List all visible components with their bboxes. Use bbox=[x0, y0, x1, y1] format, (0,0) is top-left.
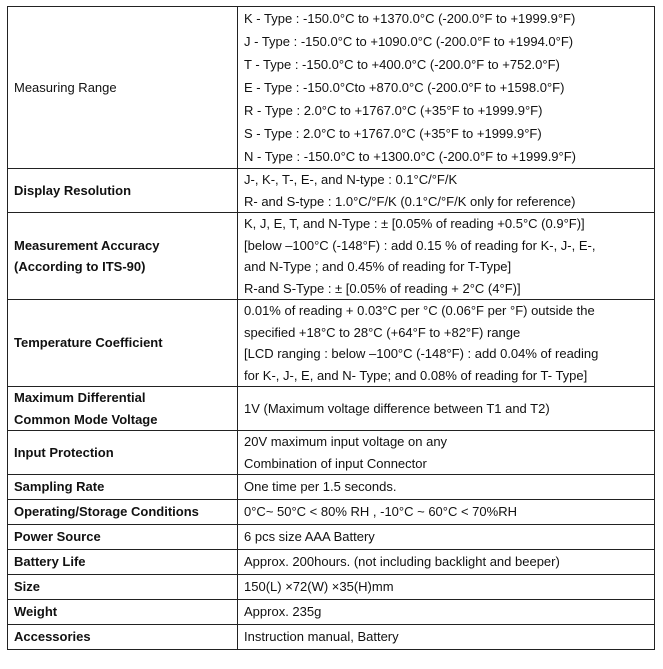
spec-row-operating-conditions bbox=[8, 500, 655, 525]
spec-row-accessories bbox=[8, 625, 655, 650]
spec-label bbox=[8, 387, 238, 431]
range-k-type: K - Type : -150.0°C to +1370.0°C (-200.0°F to +1999.9°F) bbox=[244, 11, 576, 26]
spec-row-display-resolution bbox=[8, 169, 655, 213]
spec-row-measuring-range bbox=[8, 7, 655, 169]
spec-value: 6 pcs size AAA Battery bbox=[238, 525, 655, 550]
spec-label: Size bbox=[8, 575, 238, 600]
spec-row-measurement-accuracy bbox=[8, 213, 655, 300]
range-e-type: E - Type : -150.0°Cto +870.0°C (-200.0°F to +1598.0°F) bbox=[244, 80, 565, 95]
spec-value-line: [LCD ranging : below –100°C (-148°F) : add 0.04% of reading bbox=[244, 346, 599, 361]
spec-value-line: [below –100°C (-148°F) : add 0.15 % of reading for K-, J-, E-, bbox=[244, 237, 596, 253]
spec-value-line: 20V maximum input voltage on any bbox=[244, 434, 448, 449]
spec-value: Instruction manual, Battery bbox=[238, 625, 655, 650]
spec-value: One time per 1.5 seconds. bbox=[238, 475, 655, 500]
spec-value: 0°C~ 50°C < 80% RH , -10°C ~ 60°C < 70%RH bbox=[238, 500, 655, 525]
specification-table bbox=[7, 6, 655, 650]
spec-label-line: Common Mode Voltage bbox=[14, 411, 158, 427]
spec-label: Measuring Range bbox=[8, 7, 238, 169]
spec-value-line: J-, K-, T-, E-, and N-type : 0.1°C/°F/K bbox=[244, 172, 458, 187]
spec-label: Operating/Storage Conditions bbox=[8, 500, 238, 525]
spec-row-sampling-rate bbox=[8, 475, 655, 500]
spec-row-weight bbox=[8, 600, 655, 625]
spec-label: Display Resolution bbox=[8, 169, 238, 213]
spec-label: Temperature Coefficient bbox=[8, 300, 238, 387]
spec-value-line: 1V (Maximum voltage difference between T1 and T2) bbox=[244, 400, 550, 416]
spec-row-max-differential-voltage bbox=[8, 387, 655, 431]
spec-value: Approx. 200hours. (not including backlight and beeper) bbox=[238, 550, 655, 575]
spec-value bbox=[238, 431, 655, 475]
range-t-type: T - Type : -150.0°C to +400.0°C (-200.0°F to +752.0°F) bbox=[244, 57, 560, 72]
spec-row-size bbox=[8, 575, 655, 600]
spec-label: Battery Life bbox=[8, 550, 238, 575]
spec-value bbox=[238, 300, 655, 387]
spec-value bbox=[238, 387, 655, 431]
spec-value: Approx. 235g bbox=[238, 600, 655, 625]
spec-value-line: for K-, J-, E, and N- Type; and 0.08% of reading for T- Type] bbox=[244, 367, 588, 383]
spec-value bbox=[238, 169, 655, 213]
spec-label-line: Measurement Accuracy bbox=[14, 237, 160, 253]
spec-label: Weight bbox=[8, 600, 238, 625]
spec-value bbox=[238, 213, 655, 300]
range-r-type: R - Type : 2.0°C to +1767.0°C (+35°F to +1999.9°F) bbox=[244, 103, 543, 118]
spec-value-line: R- and S-type : 1.0°C/°F/K (0.1°C/°F/K only for reference) bbox=[244, 193, 576, 209]
spec-label-line: (According to ITS-90) bbox=[14, 259, 146, 274]
spec-label: Input Protection bbox=[8, 431, 238, 475]
spec-label-line: Maximum Differential bbox=[14, 390, 146, 405]
spec-value-line: specified +18°C to 28°C (+64°F to +82°F) range bbox=[244, 324, 521, 340]
spec-value-line: Combination of input Connector bbox=[244, 455, 427, 471]
spec-value bbox=[238, 7, 655, 169]
spec-row-battery-life bbox=[8, 550, 655, 575]
spec-row-temperature-coefficient bbox=[8, 300, 655, 387]
spec-value-line: R-and S-Type : ± [0.05% of reading + 2°C (4°F)] bbox=[244, 280, 521, 296]
spec-value-line: and N-Type ; and 0.45% of reading for T-Type] bbox=[244, 259, 512, 274]
spec-label: Power Source bbox=[8, 525, 238, 550]
spec-value-line: K, J, E, T, and N-Type : ± [0.05% of reading +0.5°C (0.9°F)] bbox=[244, 216, 585, 231]
range-n-type: N - Type : -150.0°C to +1300.0°C (-200.0°F to +1999.9°F) bbox=[244, 149, 577, 164]
spec-value-line: 0.01% of reading + 0.03°C per °C (0.06°F per °F) outside the bbox=[244, 303, 595, 318]
spec-label bbox=[8, 213, 238, 300]
spec-row-input-protection bbox=[8, 431, 655, 475]
range-j-type: J - Type : -150.0°C to +1090.0°C (-200.0°F to +1994.0°F) bbox=[244, 34, 574, 49]
spec-row-power-source bbox=[8, 525, 655, 550]
spec-label: Sampling Rate bbox=[8, 475, 238, 500]
spec-value: 150(L) ×72(W) ×35(H)mm bbox=[238, 575, 655, 600]
range-s-type: S - Type : 2.0°C to +1767.0°C (+35°F to +1999.9°F) bbox=[244, 126, 542, 141]
spec-label: Accessories bbox=[8, 625, 238, 650]
